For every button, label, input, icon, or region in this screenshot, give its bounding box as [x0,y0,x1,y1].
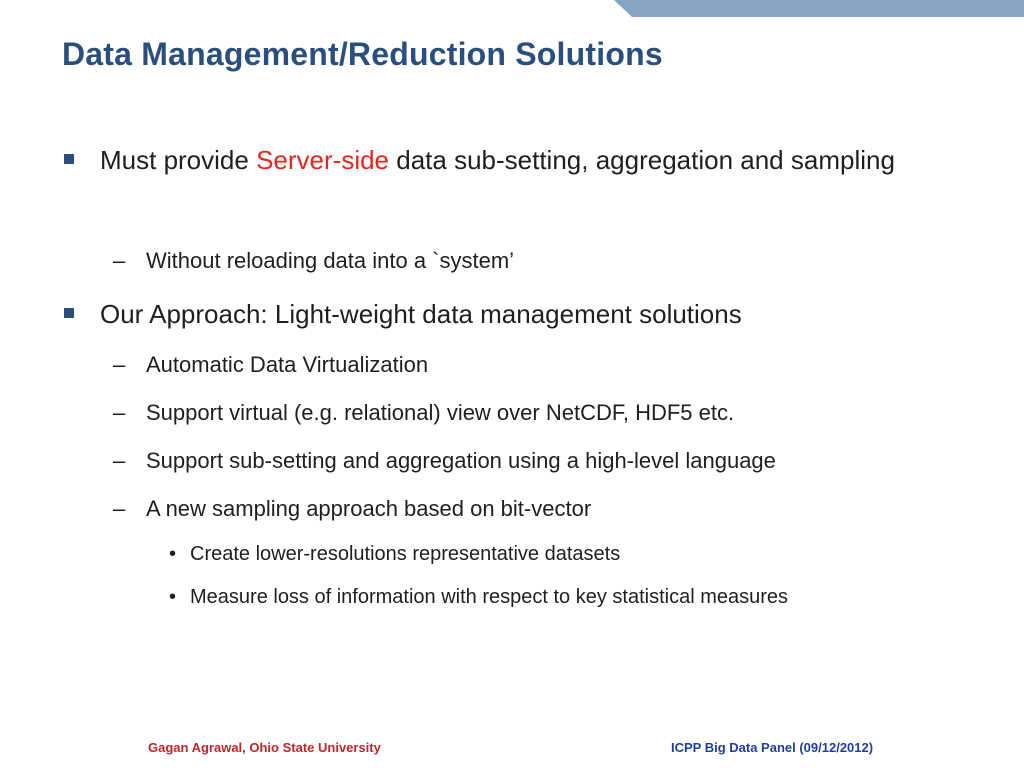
dash-bullet-icon: – [113,400,126,425]
square-bullet-icon [64,308,74,318]
footer-event: ICPP Big Data Panel (09/12/2012) [671,740,874,755]
sub-sub-bullet-item [169,584,990,610]
sub-bullet-text: Without reloading data into a `system’ [146,248,515,273]
bullet-item [100,135,960,185]
dot-bullet-icon: • [169,586,177,608]
sub-bullet-item [113,351,986,379]
sub-bullet-item [113,399,986,427]
dash-bullet-icon: – [113,248,126,273]
sub-bullet-text: Support sub-setting and aggregation using a high-level language [146,448,776,473]
sub-bullet-item [113,495,986,523]
bullet-text: Our Approach: Light-weight data management solutions [100,299,742,329]
sub-bullet-text: A new sampling approach based on bit-vector [146,496,592,521]
square-bullet-icon [64,154,74,164]
sub-bullet-text: Support virtual (e.g. relational) view over NetCDF, HDF5 etc. [146,400,735,425]
sub-sub-bullet-text: Measure loss of information with respect to key statistical measures [190,586,789,608]
footer-author: Gagan Agrawal, Ohio State University [148,740,381,755]
slide-title: Data Management/Reduction Solutions [62,36,663,72]
bullet-highlight-text: Server-side [256,145,390,175]
dot-bullet-icon: • [169,543,177,565]
sub-sub-bullet-text: Create lower-resolutions representative datasets [190,543,621,565]
dash-bullet-icon: – [113,496,126,521]
sub-bullet-item [113,447,986,475]
sub-bullet-text: Automatic Data Virtualization [146,352,429,377]
bullet-item [100,289,960,339]
dash-bullet-icon: – [113,352,126,377]
bullet-text-suffix: data sub-setting, aggregation and sampling [389,145,895,175]
bullet-text-prefix: Must provide [100,145,257,175]
dash-bullet-icon: – [113,448,126,473]
top-banner-decoration [614,0,1024,17]
sub-bullet-item [113,247,986,275]
sub-sub-bullet-item [169,541,990,567]
